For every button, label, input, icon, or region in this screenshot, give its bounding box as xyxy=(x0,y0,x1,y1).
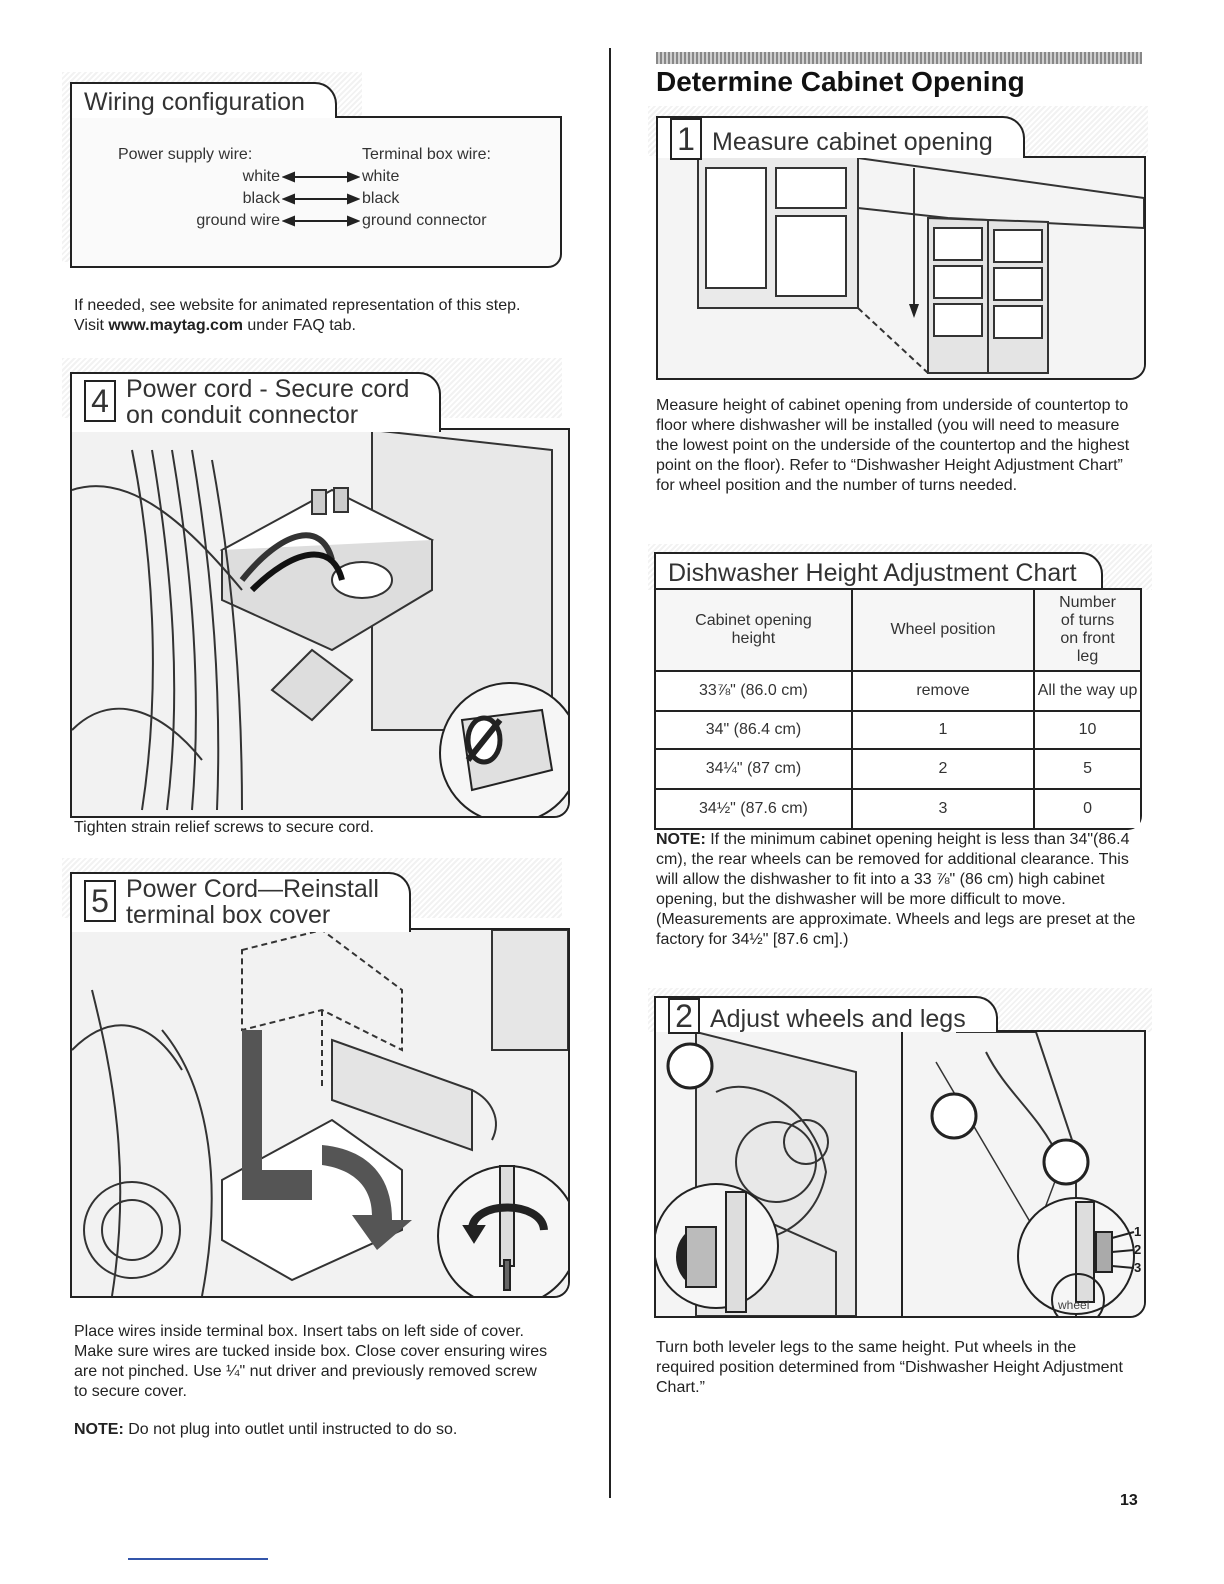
step4-title: 4 Power cord - Secure cord on conduit connector xyxy=(70,372,441,432)
wire-right-black: black xyxy=(362,190,400,207)
step2-caption: Turn both leveler legs to the same height. Put wheels in the required position determined from “Dishwasher Height Adjustment Chart.” xyxy=(656,1339,1123,1396)
wheel-position-3: 3 xyxy=(1134,1260,1142,1275)
header-cabinet: Cabinet opening height xyxy=(655,589,852,671)
height-chart-table xyxy=(654,588,1142,830)
wire-left-black: black xyxy=(242,190,280,207)
wheel-position-1: 1 xyxy=(1134,1224,1142,1239)
step1-title: 1 Measure cabinet opening xyxy=(656,116,1025,158)
maytag-link[interactable]: www.maytag.com xyxy=(108,317,243,334)
step4-caption: Tighten strain relief screws to secure cord. xyxy=(74,819,374,836)
chart-cell: 1 xyxy=(852,711,1034,749)
terminal-box-header: Terminal box wire: xyxy=(362,146,491,163)
wire-right-white: white xyxy=(362,168,400,185)
chart-cell: 34" (86.4 cm) xyxy=(655,711,852,749)
header-wheel: Wheel position xyxy=(852,589,1034,671)
chart-cell: 10 xyxy=(1034,711,1141,749)
page-number: 13 xyxy=(1120,1492,1138,1509)
chart-cell: 5 xyxy=(1034,749,1141,789)
wheel-label: wheel xyxy=(1058,1298,1090,1312)
header-turns: Number of turns on front leg xyxy=(1034,589,1141,671)
wire-left-ground: ground wire xyxy=(196,212,280,229)
wiring-title: Wiring configuration xyxy=(70,82,337,118)
section-title: Determine Cabinet Opening xyxy=(656,66,1025,97)
chart-cell: 2 xyxy=(852,749,1034,789)
step5-figure xyxy=(70,928,570,1298)
wheel-position-2: 2 xyxy=(1134,1242,1142,1257)
step5-number: 5 xyxy=(84,880,116,922)
step2-number: 2 xyxy=(668,998,700,1034)
step5-title: 5 Power Cord—Reinstall terminal box cover xyxy=(70,872,411,932)
step1-number: 1 xyxy=(670,118,702,160)
chart-cell: 33⅞" (86.0 cm) xyxy=(655,671,852,711)
step1-caption: Measure height of cabinet opening from underside of countertop to floor where dishwasher will be installed (you will need to measure the lowest point on the underside of the countertop and the highest point on the floor). Refer to “Dishwasher Height Adjustment Chart” for wheel position and the number of turns needed. xyxy=(656,397,1130,494)
section-top-bar xyxy=(656,52,1142,64)
wire-left-white: white xyxy=(242,168,280,185)
column-divider xyxy=(609,48,611,1498)
chart-cell: 3 xyxy=(852,789,1034,829)
chart-cell: 0 xyxy=(1034,789,1141,829)
chart-cell: All the way up xyxy=(1034,671,1141,711)
chart-cell: remove xyxy=(852,671,1034,711)
power-supply-header: Power supply wire: xyxy=(118,146,253,163)
footer-rule xyxy=(128,1558,268,1560)
height-chart-table-wrap xyxy=(654,588,1142,830)
chart-note: NOTE: If the minimum cabinet opening height is less than 34"(86.4 cm), the rear wheels can be removed for additional clearance. This will allow the dishwasher to fit into a 33 ⅞" (86 cm) high cabinet opening, but the dishwasher will be more difficult to move. (Measurements are approximate. Wheels and legs are preset at the factory for 34½" [87.6 cm].) xyxy=(656,831,1136,948)
step2-figure xyxy=(654,1030,1146,1318)
step5-caption: Place wires inside terminal box. Insert tabs on left side of cover. Make sure wires are tucked inside box. Close cover ensuring wires are not pinched. Use ¼" nut driver and previously removed screw to secure cover. xyxy=(74,1323,548,1400)
step4-figure xyxy=(70,428,570,818)
step5-note: NOTE: Do not plug into outlet until instructed to do so. xyxy=(74,1421,458,1438)
wire-right-ground: ground connector xyxy=(362,212,487,229)
chart-title: Dishwasher Height Adjustment Chart xyxy=(654,552,1103,592)
step4-number: 4 xyxy=(84,380,116,422)
step1-figure xyxy=(656,156,1146,380)
wire-arrows-icon xyxy=(282,166,360,236)
chart-cell: 34¼" (87 cm) xyxy=(655,749,852,789)
chart-cell: 34½" (87.6 cm) xyxy=(655,789,852,829)
step2-title: 2 Adjust wheels and legs xyxy=(654,996,998,1032)
website-note: If needed, see website for animated representation of this step. Visit www.maytag.com under FAQ tab. xyxy=(74,297,521,334)
